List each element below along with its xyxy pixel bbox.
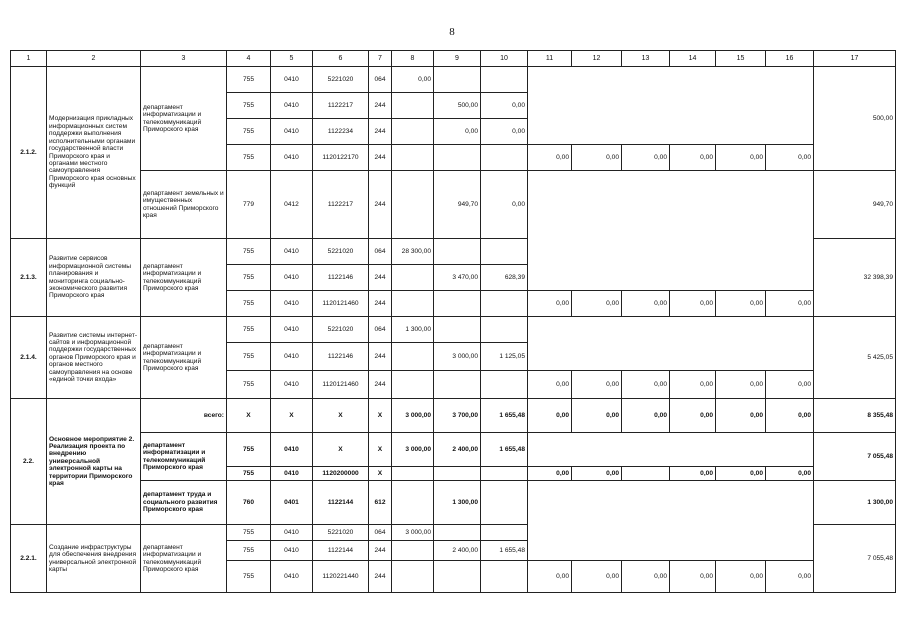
cell: 0410 — [271, 467, 313, 481]
cell: 0,00 — [766, 371, 814, 399]
cell: 0,00 — [670, 371, 716, 399]
measure-name: Развитие сервисов информационной системы планирования и мониторинга социально-экономического развития Приморского края — [47, 239, 141, 317]
cell — [528, 93, 572, 119]
cell — [481, 525, 528, 541]
cell — [716, 343, 766, 371]
table-row — [11, 171, 896, 239]
cell — [716, 317, 766, 343]
cell — [528, 481, 572, 525]
cell: 1122146 — [313, 343, 369, 371]
cell: 0410 — [271, 239, 313, 265]
cell: 0412 — [271, 171, 313, 239]
cell — [716, 67, 766, 93]
row-code: 2.2.1. — [11, 525, 47, 593]
cell: 5221020 — [313, 67, 369, 93]
cell — [528, 239, 572, 265]
cell: 3 700,00 — [434, 399, 481, 433]
col-header: 7 — [369, 51, 392, 67]
col-header: 2 — [47, 51, 141, 67]
cell — [716, 119, 766, 145]
cell: 244 — [369, 119, 392, 145]
cell: 0,00 — [622, 371, 670, 399]
cell: 1122217 — [313, 171, 369, 239]
cell — [434, 561, 481, 593]
cell — [572, 433, 622, 467]
cell — [670, 171, 716, 239]
cell: 0,00 — [481, 171, 528, 239]
table-row — [11, 239, 896, 265]
cell: 0,00 — [670, 561, 716, 593]
cell — [528, 433, 572, 467]
cell — [434, 467, 481, 481]
cell: 2 400,00 — [434, 541, 481, 561]
total-label: всего: — [141, 399, 227, 433]
cell: 0,00 — [716, 399, 766, 433]
cell: 755 — [227, 145, 271, 171]
cell — [766, 171, 814, 239]
cell — [434, 291, 481, 317]
cell — [528, 171, 572, 239]
col-header: 1 — [11, 51, 47, 67]
cell — [766, 541, 814, 561]
cell: 0401 — [271, 481, 313, 525]
col-header: 17 — [814, 51, 896, 67]
cell — [572, 67, 622, 93]
cell: 755 — [227, 93, 271, 119]
cell: 755 — [227, 561, 271, 593]
cell: 1122146 — [313, 265, 369, 291]
cell — [670, 265, 716, 291]
row-total: 1 300,00 — [814, 481, 896, 525]
cell: 0410 — [271, 119, 313, 145]
cell — [572, 239, 622, 265]
cell: 0,00 — [716, 145, 766, 171]
cell — [716, 239, 766, 265]
department: департамент труда и социального развития Приморского края — [141, 481, 227, 525]
cell: 1122234 — [313, 119, 369, 145]
cell — [670, 67, 716, 93]
cell: 0,00 — [572, 561, 622, 593]
cell: 1122144 — [313, 481, 369, 525]
cell: 1 655,48 — [481, 433, 528, 467]
cell — [528, 265, 572, 291]
cell: 755 — [227, 541, 271, 561]
cell: 0,00 — [766, 399, 814, 433]
cell — [528, 67, 572, 93]
cell — [622, 343, 670, 371]
cell — [481, 561, 528, 593]
cell: 0410 — [271, 371, 313, 399]
cell — [481, 239, 528, 265]
cell — [481, 317, 528, 343]
cell — [622, 433, 670, 467]
cell: 755 — [227, 239, 271, 265]
cell: 0410 — [271, 145, 313, 171]
cell — [716, 171, 766, 239]
cell: 3 000,00 — [434, 343, 481, 371]
cell: 064 — [369, 67, 392, 93]
department: департамент информатизации и телекоммуникаций Приморского края — [141, 525, 227, 593]
cell: 0,00 — [528, 371, 572, 399]
cell — [766, 317, 814, 343]
cell — [392, 541, 434, 561]
row-total: 7 055,48 — [814, 433, 896, 481]
cell: 244 — [369, 291, 392, 317]
table-row — [11, 67, 896, 93]
cell — [572, 119, 622, 145]
cell: 244 — [369, 343, 392, 371]
cell: 755 — [227, 433, 271, 467]
cell: 0,00 — [392, 67, 434, 93]
header-row — [11, 51, 896, 67]
row-code: 2.2. — [11, 399, 47, 525]
col-header: 16 — [766, 51, 814, 67]
col-header: 11 — [528, 51, 572, 67]
cell: 5221020 — [313, 317, 369, 343]
cell — [622, 265, 670, 291]
cell — [670, 525, 716, 541]
cell — [392, 371, 434, 399]
department: департамент информатизации и телекоммуникаций Приморского края — [141, 433, 227, 481]
cell: 1122217 — [313, 93, 369, 119]
cell: 244 — [369, 371, 392, 399]
cell: 1120121460 — [313, 291, 369, 317]
cell: 779 — [227, 171, 271, 239]
row-code: 2.1.2. — [11, 67, 47, 239]
cell — [572, 265, 622, 291]
cell: 3 000,00 — [392, 399, 434, 433]
cell: 5221020 — [313, 525, 369, 541]
measure-name: Основное мероприятие 2. Реализация проекта по внедрению универсальной электронной карты на территории Приморского края — [47, 399, 141, 525]
cell: 612 — [369, 481, 392, 525]
cell — [670, 93, 716, 119]
row-total: 7 055,48 — [814, 525, 896, 593]
cell — [766, 343, 814, 371]
cell: 244 — [369, 93, 392, 119]
cell — [766, 481, 814, 525]
cell — [392, 481, 434, 525]
cell: 500,00 — [434, 93, 481, 119]
cell — [766, 93, 814, 119]
row-total: 5 425,05 — [814, 317, 896, 399]
row-total: 8 355,48 — [814, 399, 896, 433]
cell: 0,00 — [716, 371, 766, 399]
cell: 1 655,48 — [481, 399, 528, 433]
cell: X — [227, 399, 271, 433]
department: департамент информатизации и телекоммуникаций Приморского края — [141, 239, 227, 317]
cell: 0,00 — [766, 291, 814, 317]
col-header: 3 — [141, 51, 227, 67]
col-header: 8 — [392, 51, 434, 67]
cell — [670, 433, 716, 467]
department: департамент информатизации и телекоммуникаций Приморского края — [141, 317, 227, 399]
cell: 0,00 — [716, 561, 766, 593]
table-row — [11, 525, 896, 541]
cell: 755 — [227, 317, 271, 343]
cell: 0,00 — [622, 291, 670, 317]
col-header: 10 — [481, 51, 528, 67]
cell: 0,00 — [766, 145, 814, 171]
cell: 244 — [369, 145, 392, 171]
cell: 244 — [369, 265, 392, 291]
cell: 2 400,00 — [434, 433, 481, 467]
cell: X — [369, 399, 392, 433]
cell: 244 — [369, 561, 392, 593]
cell — [716, 525, 766, 541]
cell — [392, 561, 434, 593]
cell: 0,00 — [481, 119, 528, 145]
col-header: 4 — [227, 51, 271, 67]
cell: 1122144 — [313, 541, 369, 561]
cell: 0,00 — [572, 291, 622, 317]
cell — [434, 525, 481, 541]
cell: 0,00 — [572, 467, 622, 481]
cell: X — [369, 467, 392, 481]
cell: 755 — [227, 525, 271, 541]
cell: 1120121460 — [313, 371, 369, 399]
cell: 0,00 — [528, 467, 572, 481]
cell: 0,00 — [670, 145, 716, 171]
cell — [434, 317, 481, 343]
cell — [481, 371, 528, 399]
cell: 0,00 — [716, 467, 766, 481]
cell — [622, 481, 670, 525]
cell: 0,00 — [434, 119, 481, 145]
cell: 949,70 — [434, 171, 481, 239]
cell — [622, 239, 670, 265]
col-header: 14 — [670, 51, 716, 67]
cell — [766, 239, 814, 265]
cell — [766, 265, 814, 291]
cell — [622, 467, 670, 481]
cell: 0410 — [271, 541, 313, 561]
cell — [670, 317, 716, 343]
cell: 755 — [227, 343, 271, 371]
cell: 064 — [369, 525, 392, 541]
cell: 0410 — [271, 67, 313, 93]
cell — [622, 317, 670, 343]
measure-name: Создание инфраструктуры для обеспечения внедрения универсальной электронной карты — [47, 525, 141, 593]
cell: 1120200000 — [313, 467, 369, 481]
page-number: 8 — [449, 26, 455, 38]
cell: 1 125,05 — [481, 343, 528, 371]
cell — [622, 93, 670, 119]
col-header: 9 — [434, 51, 481, 67]
cell — [392, 291, 434, 317]
cell — [622, 541, 670, 561]
cell — [392, 265, 434, 291]
cell — [434, 371, 481, 399]
cell — [434, 67, 481, 93]
row-code: 2.1.4. — [11, 317, 47, 399]
cell — [766, 525, 814, 541]
cell: 3 000,00 — [392, 525, 434, 541]
cell: 3 000,00 — [392, 433, 434, 467]
table-row — [11, 433, 896, 467]
cell — [766, 433, 814, 467]
cell — [716, 541, 766, 561]
cell: 0,00 — [572, 371, 622, 399]
cell — [716, 265, 766, 291]
cell: 0,00 — [528, 291, 572, 317]
cell: 1 300,00 — [434, 481, 481, 525]
measure-name: Модернизация прикладных информационных систем поддержки выполнения исполнительными органами государственной власти Приморского края и органами местного самоуправления Приморского края основных функций — [47, 67, 141, 239]
cell: 0,00 — [766, 467, 814, 481]
cell: 755 — [227, 291, 271, 317]
cell — [434, 145, 481, 171]
cell: 0410 — [271, 317, 313, 343]
cell — [434, 239, 481, 265]
cell: 0,00 — [572, 145, 622, 171]
cell — [392, 93, 434, 119]
cell: 5221020 — [313, 239, 369, 265]
cell — [670, 343, 716, 371]
cell: 0410 — [271, 561, 313, 593]
cell: 0410 — [271, 433, 313, 467]
department: департамент земельных и имущественных отношений Приморского края — [141, 171, 227, 239]
col-header: 12 — [572, 51, 622, 67]
cell — [392, 119, 434, 145]
cell: 628,39 — [481, 265, 528, 291]
cell: 0,00 — [622, 399, 670, 433]
cell — [670, 119, 716, 145]
cell: 28 300,00 — [392, 239, 434, 265]
cell — [670, 481, 716, 525]
cell: 0,00 — [528, 399, 572, 433]
cell: 1120221440 — [313, 561, 369, 593]
cell — [392, 467, 434, 481]
cell — [622, 119, 670, 145]
cell: 760 — [227, 481, 271, 525]
cell — [572, 93, 622, 119]
cell — [392, 343, 434, 371]
cell — [481, 467, 528, 481]
cell: 1 655,48 — [481, 541, 528, 561]
budget-table — [10, 50, 896, 593]
department: департамент информатизации и телекоммуникаций Приморского края — [141, 67, 227, 171]
cell: 1 300,00 — [392, 317, 434, 343]
cell — [766, 67, 814, 93]
cell — [716, 481, 766, 525]
cell — [572, 317, 622, 343]
cell — [528, 343, 572, 371]
table-row-total — [11, 399, 896, 433]
cell: 0410 — [271, 265, 313, 291]
cell — [481, 291, 528, 317]
cell — [481, 481, 528, 525]
cell: 064 — [369, 317, 392, 343]
cell: 3 470,00 — [434, 265, 481, 291]
cell: 755 — [227, 371, 271, 399]
cell: X — [313, 399, 369, 433]
cell: 755 — [227, 67, 271, 93]
cell: 0410 — [271, 93, 313, 119]
row-total: 500,00 — [814, 67, 896, 171]
cell: 244 — [369, 171, 392, 239]
cell — [481, 67, 528, 93]
cell — [670, 541, 716, 561]
cell: 0,00 — [528, 561, 572, 593]
cell — [716, 93, 766, 119]
cell — [572, 541, 622, 561]
cell — [716, 433, 766, 467]
cell: 755 — [227, 265, 271, 291]
cell — [392, 145, 434, 171]
cell — [572, 525, 622, 541]
cell: 0,00 — [716, 291, 766, 317]
cell: X — [271, 399, 313, 433]
cell — [766, 119, 814, 145]
cell: 0410 — [271, 343, 313, 371]
cell: 0,00 — [670, 291, 716, 317]
cell — [528, 119, 572, 145]
cell — [392, 171, 434, 239]
table-row — [11, 317, 896, 343]
cell: 755 — [227, 467, 271, 481]
cell: 0,00 — [766, 561, 814, 593]
col-header: 6 — [313, 51, 369, 67]
cell — [481, 145, 528, 171]
measure-name: Развитие системы интернет-сайтов и информационной поддержки государственных органов Приморского края и органов местного самоуправления на основе «единой точки входа» — [47, 317, 141, 399]
cell — [572, 343, 622, 371]
cell — [528, 541, 572, 561]
cell: 244 — [369, 541, 392, 561]
cell — [622, 67, 670, 93]
cell: 064 — [369, 239, 392, 265]
cell: 0,00 — [670, 467, 716, 481]
cell: X — [313, 433, 369, 467]
row-total: 949,70 — [814, 171, 896, 239]
cell: 0,00 — [481, 93, 528, 119]
cell: 0,00 — [622, 145, 670, 171]
cell: 0410 — [271, 525, 313, 541]
col-header: 15 — [716, 51, 766, 67]
cell: 0,00 — [572, 399, 622, 433]
cell: 0,00 — [622, 561, 670, 593]
table-row — [11, 481, 896, 525]
cell — [670, 239, 716, 265]
cell: 755 — [227, 119, 271, 145]
cell — [572, 481, 622, 525]
cell: 0410 — [271, 291, 313, 317]
cell — [622, 171, 670, 239]
cell: 1120122170 — [313, 145, 369, 171]
row-total: 32 398,39 — [814, 239, 896, 317]
cell: 0,00 — [670, 399, 716, 433]
col-header: 5 — [271, 51, 313, 67]
cell: X — [369, 433, 392, 467]
cell — [528, 317, 572, 343]
cell — [528, 525, 572, 541]
cell: 0,00 — [528, 145, 572, 171]
row-code: 2.1.3. — [11, 239, 47, 317]
col-header: 13 — [622, 51, 670, 67]
cell — [572, 171, 622, 239]
cell — [622, 525, 670, 541]
